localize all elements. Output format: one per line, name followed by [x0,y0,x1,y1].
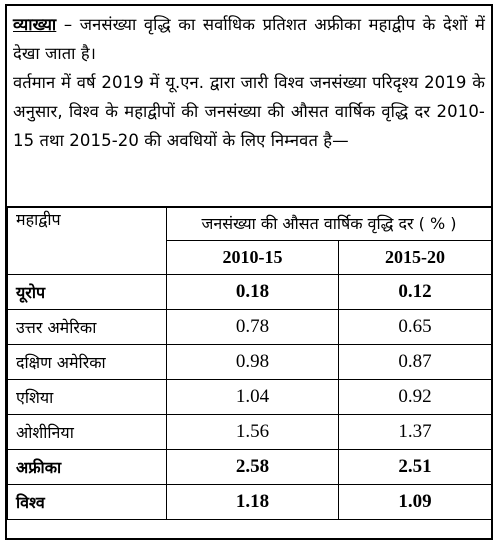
continent-name: यूरोप [8,275,167,310]
explanation-lead: व्याख्या [13,15,57,34]
continent-name: विश्व [8,485,167,520]
table-row [8,450,492,485]
rate-2015-20: 1.37 [339,415,492,450]
explanation-block [7,6,491,206]
rate-2015-20: 2.51 [339,450,492,485]
explanation-paragraph-2: वर्तमान में वर्ष 2019 में यू.एन. द्वारा जारी विश्व जनसंख्या परिदृश्य 2019 के अनुसार, विश्व के महाद्वीपों की जनसंख्या की औसत वार्षिक वृद्धि दर 2010-15 तथा 2015-20 की अवधियों के लिए निम्नवत है— [13,73,485,150]
growth-rate-table [7,206,492,520]
continent-name: दक्षिण अमेरिका [8,345,167,380]
continent-name: अफ्रीका [8,450,167,485]
period-2-header: 2015-20 [339,241,492,275]
continent-name: एशिया [8,380,167,415]
rate-2010-15: 2.58 [167,450,339,485]
rate-2010-15: 1.56 [167,415,339,450]
table-body [8,275,492,520]
rate-2015-20: 0.92 [339,380,492,415]
rate-2010-15: 0.98 [167,345,339,380]
rate-2015-20: 0.65 [339,310,492,345]
table-row [8,380,492,415]
table-header-row [8,207,492,241]
table-row [8,310,492,345]
explanation-paragraph-1 [13,10,485,68]
rate-2010-15: 1.04 [167,380,339,415]
table-row [8,485,492,520]
explanation-line1: – जनसंख्या वृद्धि का सर्वाधिक प्रतिशत अफ्रीका महाद्वीप के देशों में देखा जाता है। [13,15,485,63]
growth-rate-header: जनसंख्या की औसत वार्षिक वृद्धि दर ( % ) [167,207,492,241]
continent-name: ओशीनिया [8,415,167,450]
rate-2010-15: 1.18 [167,485,339,520]
rate-2015-20: 0.12 [339,275,492,310]
table-row [8,415,492,450]
period-1-header: 2010-15 [167,241,339,275]
continent-name: उत्तर अमेरिका [8,310,167,345]
rate-2015-20: 1.09 [339,485,492,520]
table-row [8,345,492,380]
rate-2010-15: 0.18 [167,275,339,310]
rate-2015-20: 0.87 [339,345,492,380]
rate-2010-15: 0.78 [167,310,339,345]
continent-header: महाद्वीप [8,207,167,275]
table-row [8,275,492,310]
